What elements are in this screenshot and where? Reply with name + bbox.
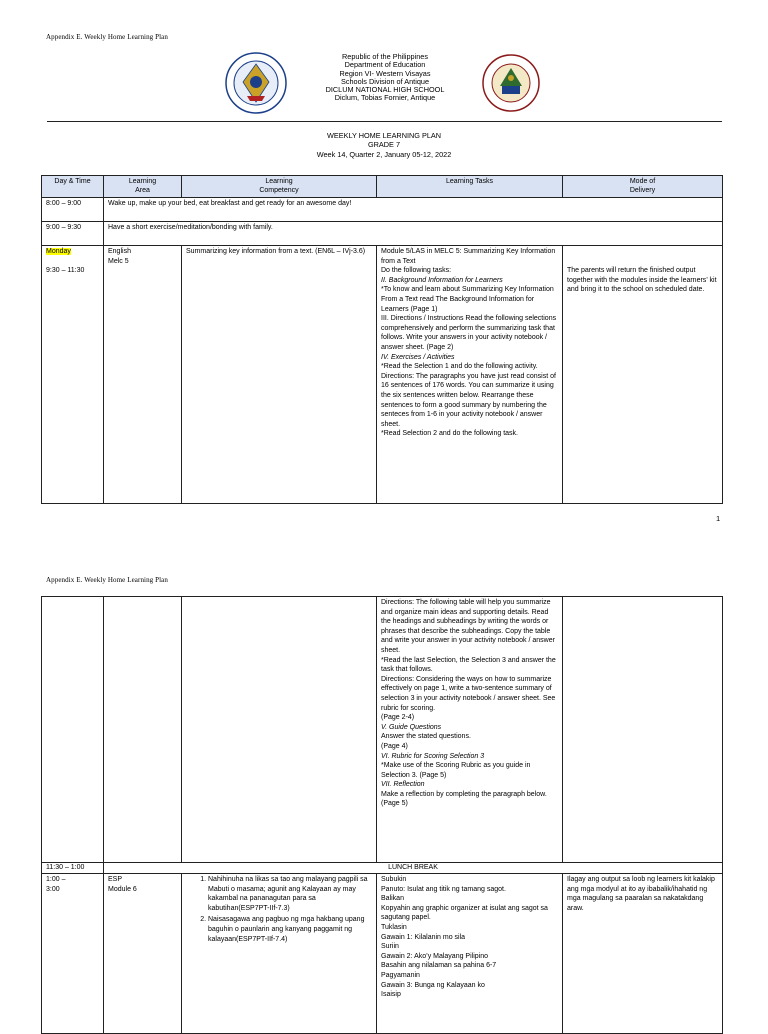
title-line: WEEKLY HOME LEARNING PLAN xyxy=(326,131,442,140)
deped-seal-icon xyxy=(225,52,287,114)
mode-cell xyxy=(563,597,723,863)
task-line: Gawain 1: Kilalanin mo sila xyxy=(381,933,466,941)
mode-text: The parents will return the finished output together with the modules inside the learners’ kit and bring it to the school on scheduled date. xyxy=(567,267,717,294)
table-row xyxy=(42,597,723,863)
task-heading: VII. Reflection xyxy=(381,781,425,789)
task-line: Isaisip xyxy=(381,991,401,999)
time-cell: 11:30 – 1:00 xyxy=(42,863,104,874)
tasks-cell xyxy=(377,874,563,1034)
header-rule xyxy=(47,121,722,122)
learning-area-cell: English Melc 5 xyxy=(104,246,182,504)
table-row xyxy=(42,198,723,222)
page-2 xyxy=(0,560,768,1024)
school-seal-icon xyxy=(482,54,540,112)
col-header: Learning Competency xyxy=(182,176,377,198)
task-line: III. Directions / Instructions Read the following selections comprehensively and perform the summarizing task that follows. Write your answers in your activity notebook / answer sheet. (Page 2) xyxy=(381,315,557,351)
mode-cell xyxy=(563,246,723,504)
competency-cell xyxy=(182,874,377,1034)
task-line: *To know and learn about Summarizing Key Information From a Text read The Background Information for Learners (Page 1) xyxy=(381,286,554,313)
task-line: *Read the Selection 1 and do the following activity. xyxy=(381,363,538,371)
task-line: Gawain 3: Bunga ng Kalayaan ko xyxy=(381,981,485,989)
task-line: Module 5/LAS in MELC 5: Summarizing Key Information from a Text xyxy=(381,248,556,265)
title-line: Week 14, Quarter 2, January 05-12, 2022 xyxy=(316,149,452,159)
table-row xyxy=(42,222,723,246)
task-line: Balikan xyxy=(381,895,404,903)
time-cell: 1:00 – 3:00 xyxy=(42,874,104,1034)
task-line: *Read Selection 2 and do the following task. xyxy=(381,430,518,438)
col-header: Learning Tasks xyxy=(377,176,563,198)
table-row xyxy=(42,874,723,1034)
tasks-cell xyxy=(377,246,563,504)
task-heading: IV. Exercises / Activities xyxy=(381,353,455,361)
time-cell: 9:00 – 9:30 xyxy=(42,222,104,246)
tasks-cell xyxy=(377,597,563,863)
task-line: Directions: Considering the ways on how to summarize effectively on page 1, write a two-sentence summary of selection 3 in your activity notebook / answer sheet. See rubric for scoring. xyxy=(381,675,556,712)
letterhead xyxy=(0,52,768,112)
task-heading: V. Guide Questions xyxy=(381,723,442,731)
task-heading: VI. Rubric for Scoring Selection 3 xyxy=(381,752,485,760)
col-header: Mode of Delivery xyxy=(563,176,723,198)
task-line: Subukin xyxy=(381,876,407,883)
task-line: (Page 2-4) xyxy=(381,714,415,722)
task-heading: II. Background Information for Learners xyxy=(381,276,503,284)
task-line: *Read the last Selection, the Selection 3 and answer the task that follows. xyxy=(381,656,556,674)
activity-cell: Wake up, make up your bed, eat breakfast and get ready for an awesome day! xyxy=(104,198,723,222)
learning-plan-table-continued xyxy=(41,596,723,1034)
learning-plan-table xyxy=(41,175,723,504)
task-line: Answer the stated questions. xyxy=(381,733,471,741)
task-line: Directions: The following table will help you summarize and organize main ideas and supporting details. Read the headings and subheadings by writing the words or phrases that describe the subheadings. Copy the table and write your answer in your activity notebook / answer sheet. xyxy=(381,599,555,654)
col-header: Day & Time xyxy=(42,176,104,198)
activity-cell: Have a short exercise/meditation/bonding with family. xyxy=(104,222,723,246)
day-time-cell xyxy=(42,597,104,863)
task-line: Pagyamanin xyxy=(381,971,420,979)
list-item: 1. Nahihinuha na likas sa tao ang malayang pagpili sa Mabuti o masama; agunit ang Kalayaan ay may kakambal na pananagutan para sa kabutihan(ESP7PT-IIf-7.3) xyxy=(208,875,372,913)
col-header: Learning Area xyxy=(104,176,182,198)
list-item: 2. Naisasagawa ang pagbuo ng mga hakbang upang baguhin o paunlarin ang kanyang paggamit ng kalayaan(ESP7PT-IIf-7.4) xyxy=(208,915,372,944)
appendix-label: Appendix E. Weekly Home Learning Plan xyxy=(46,33,168,41)
appendix-label: Appendix E. Weekly Home Learning Plan xyxy=(46,576,168,584)
task-line: Basahin ang nilalaman sa pahina 6-7 xyxy=(381,962,497,970)
learning-area-cell: ESP Module 6 xyxy=(104,874,182,1034)
task-line: Do the following tasks: xyxy=(381,267,452,275)
letterhead-line: Region VI- Western Visayas xyxy=(339,68,431,78)
task-line: Gawain 2: Ako’y Malayang Pilipino xyxy=(381,952,489,960)
task-line: Make a reflection by completing the paragraph below. (Page 5) xyxy=(381,790,547,808)
competency-list xyxy=(186,875,372,944)
table-header-row xyxy=(42,176,723,198)
competency-cell xyxy=(182,597,377,863)
time-label: 9:30 – 11:30 xyxy=(46,267,85,275)
task-line: Tuklasin xyxy=(381,923,407,931)
task-line: Directions: The paragraphs you have just read consist of 16 sentences of 176 words. You can summarize it using the six sentences written below. Rearrange these sentences to form a good summary by numbering the senteces from 1-6 in your activity notebook / answer sheet. xyxy=(381,372,556,428)
letterhead-line: Diclum, Tobias Fornier, Antique xyxy=(334,93,436,103)
competency-cell: Summarizing key information from a text. (EN6L – IVj-3.6) xyxy=(182,246,377,504)
time-cell: 8:00 – 9:00 xyxy=(42,198,104,222)
task-line: (Page 4) xyxy=(381,742,408,750)
letterhead-line: DICLUM NATIONAL HIGH SCHOOL xyxy=(325,85,445,95)
mode-cell: Ilagay ang output sa loob ng learners kit kalakip ang mga modyul at ito ay ibabalik/ihahatid ng mga magulang sa paaralan sa nakatakdang araw. xyxy=(563,874,723,1034)
plan-title xyxy=(0,131,768,159)
letterhead-line: Schools Division of Antique xyxy=(340,76,430,86)
day-time-cell xyxy=(42,246,104,504)
lunch-row xyxy=(42,863,723,874)
lunch-cell: LUNCH BREAK xyxy=(104,863,723,874)
title-line: GRADE 7 xyxy=(367,140,401,150)
letterhead-line: Department of Education xyxy=(344,60,426,70)
letterhead-text xyxy=(290,53,480,103)
day-label: Monday xyxy=(46,248,71,255)
task-line: Kopyahin ang graphic organizer at isulat ang sagot sa sagutang papel. xyxy=(381,904,548,922)
learning-area-cell xyxy=(104,597,182,863)
task-line: Suriin xyxy=(381,943,399,951)
table-row xyxy=(42,246,723,504)
task-line: Panuto: Isulat ang titik ng tamang sagot. xyxy=(381,885,506,893)
page-number: 1 xyxy=(716,514,721,523)
task-line: *Make use of the Scoring Rubric as you guide in Selection 3. (Page 5) xyxy=(381,762,531,779)
letterhead-line: Republic of the Philippines xyxy=(342,52,428,61)
